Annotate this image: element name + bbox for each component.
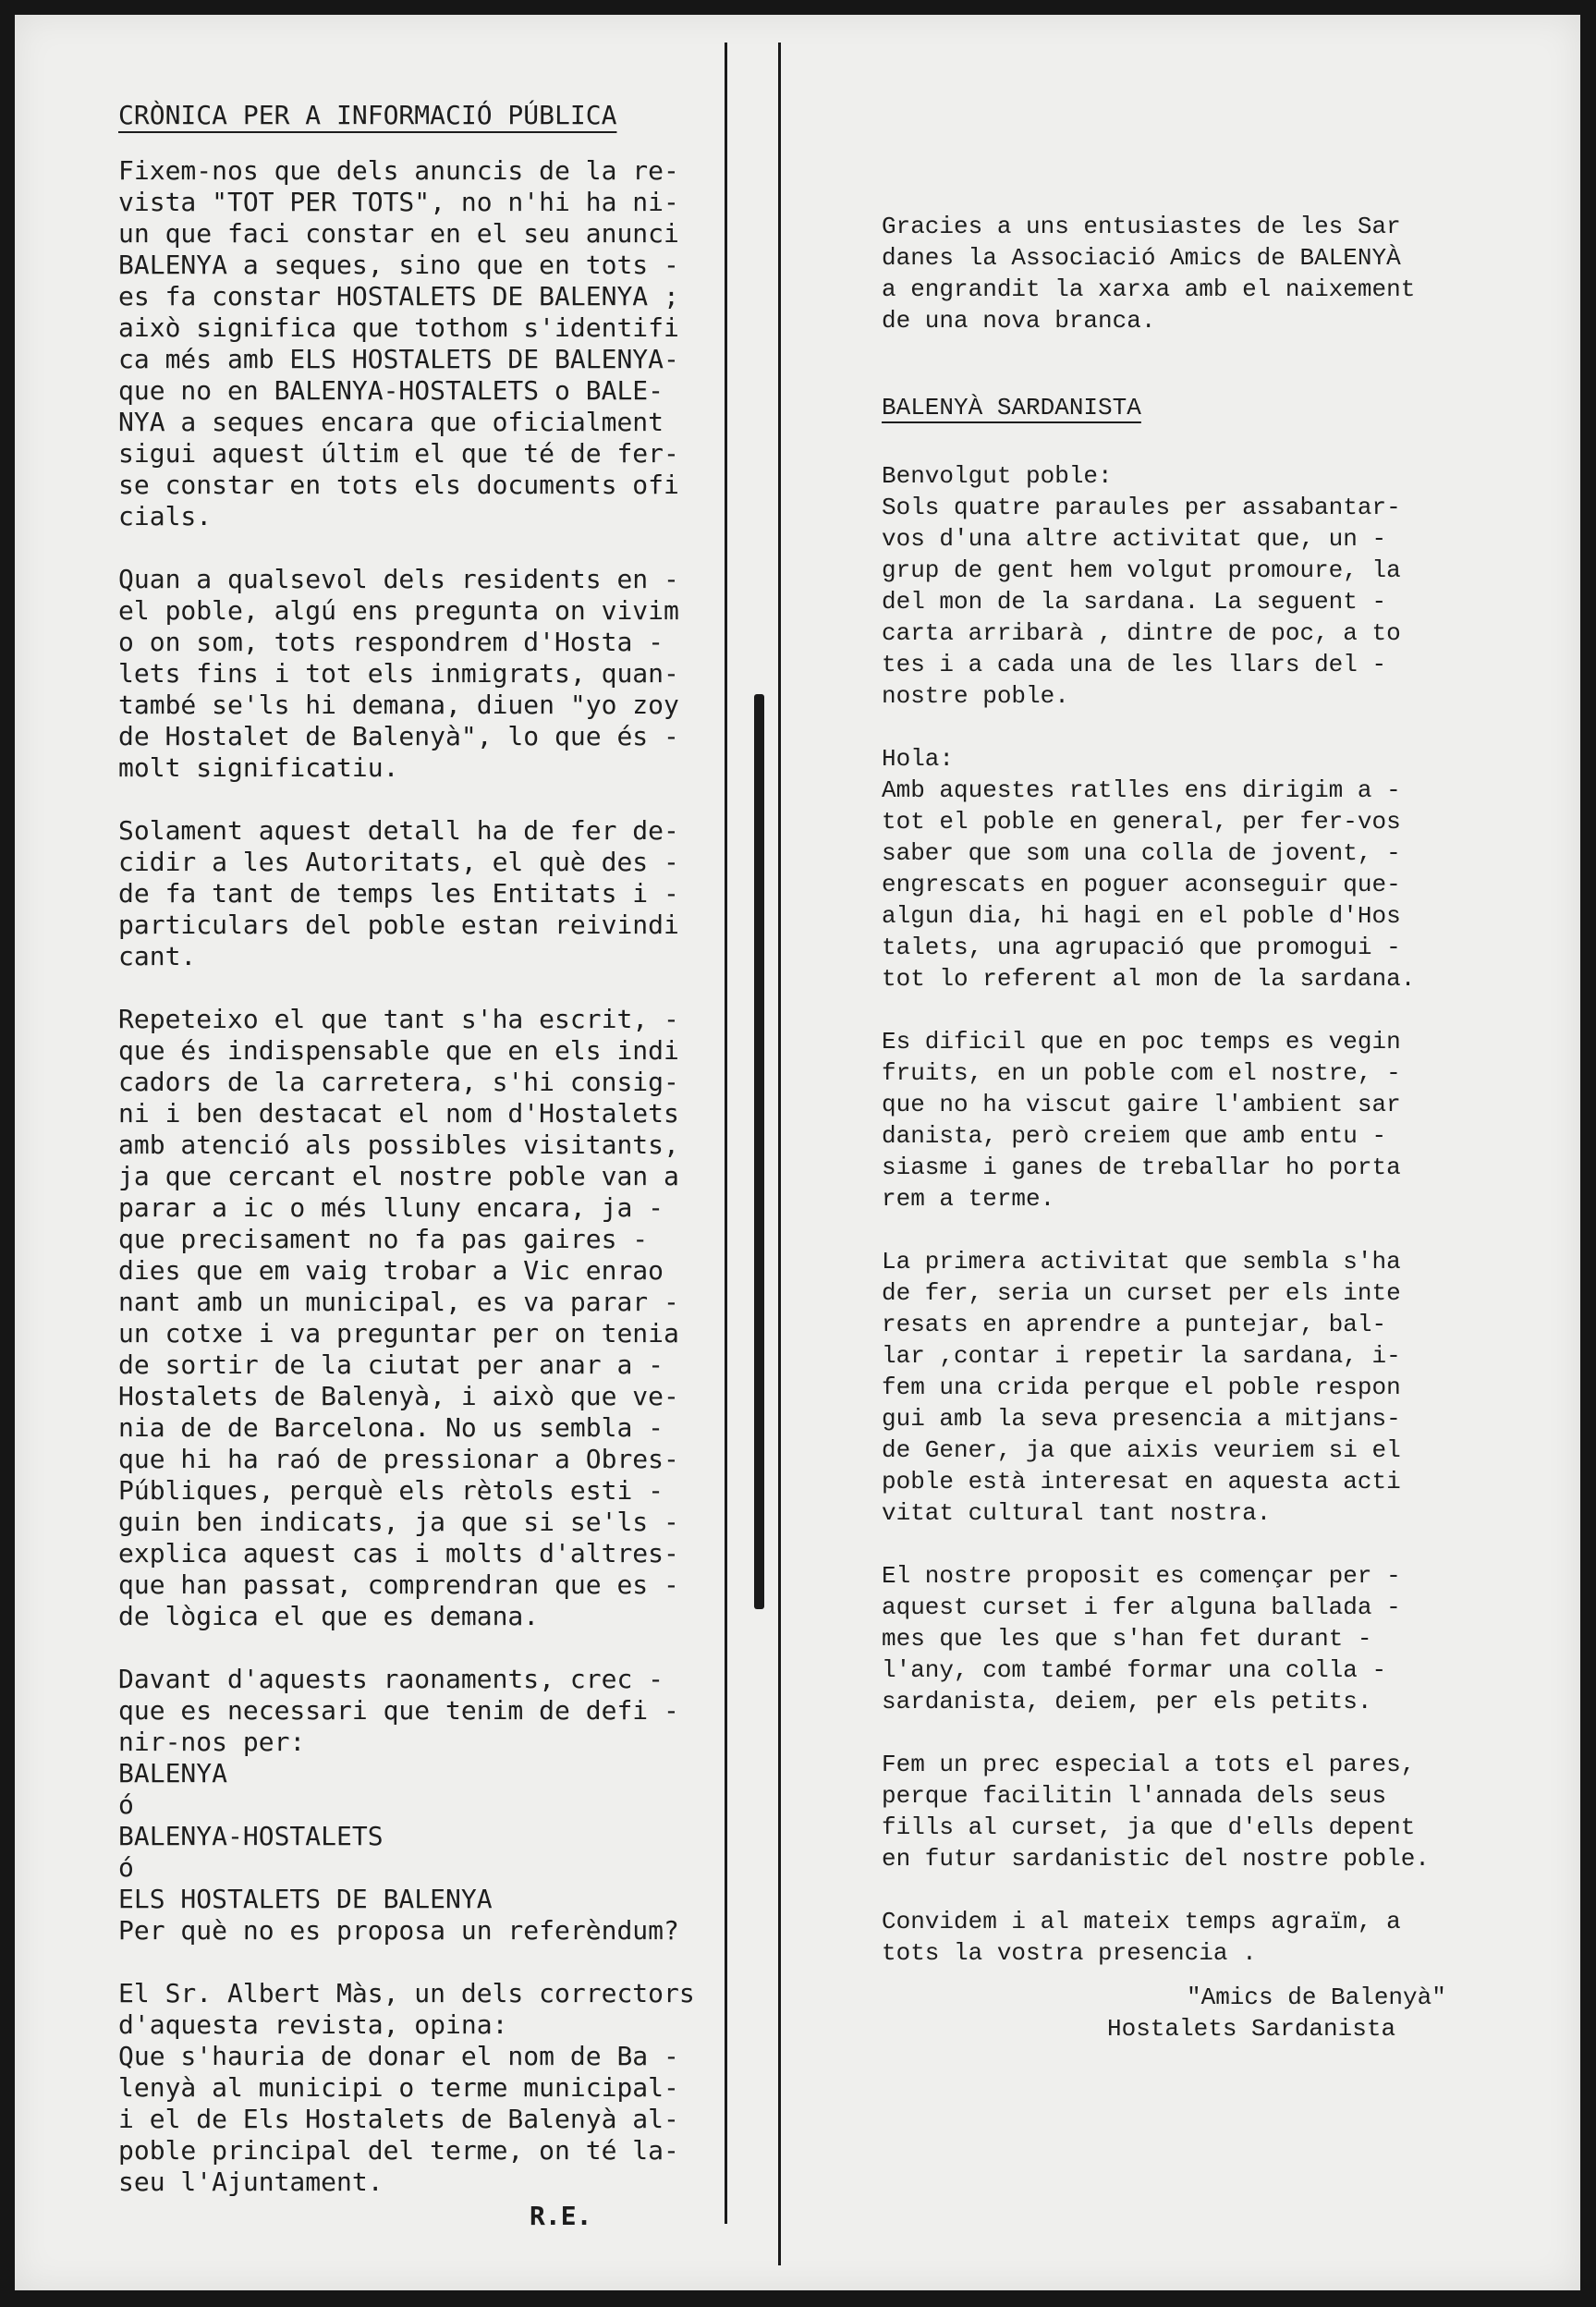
signature-line-2: Hostalets Sardanista — [1107, 2015, 1396, 2043]
signature-line-1: "Amics de Balenyà" — [1187, 1984, 1446, 2011]
article-paragraph: Fixem-nos que dels anuncis de la re- vista "TOT PER TOTS", no n'hi ha ni- un que faci constar en el seu anunci BALENYA a seques, sino que en tots - es fa constar HOSTALETS DE BALENYA ; això significa que tothom s'identifi ca més amb ELS HOSTALETS DE BALENYA- que no en BALENYA-HOSTALETS o BALE- NYA a seques encara que oficialment sigui aquest últim el que té de fer- se constar en tots els documents ofi cials. — [118, 155, 679, 531]
letter-paragraph: La primera activitat que sembla s'ha de fer, seria un curset per els inte resats en aprendre a puntejar, bal- lar ,contar i repetir la sardana, i- fem una crida perque el poble respon gui amb la seva presencia a mitjans- de Gener, ja que aixis veuriem si el poble està interesat en aquesta acti vitat cultural tant nostra. — [882, 1248, 1401, 1527]
article-paragraph: Quan a qualsevol dels residents en - el poble, algú ens pregunta on vivim o on som, tots respondrem d'Hosta - lets fins i tot els inmigrats, quan- també se'ls hi demana, diuen "yo zoy de Hostalet de Balenyà", lo que és - molt significatiu. — [118, 564, 679, 783]
column-divider-right — [778, 43, 781, 2265]
article-paragraph: El Sr. Albert Màs, un dels correctors d'aquesta revista, opina: Que s'hauria de donar el nom de Ba - lenyà al municipi o terme municipal- i el de Els Hostalets de Balenyà al- poble principal del terme, on té la- seu l'Ajuntament. — [118, 1978, 695, 2197]
letter-paragraph: Es dificil que en poc temps es vegin fruits, en un poble com el nostre, - que no ha viscut gaire l'ambient sar danista, però creiem que amb entu - siasme i ganes de treballar ho porta rem a terme. — [882, 1028, 1401, 1213]
column-divider-left — [725, 43, 727, 2224]
right-column — [882, 211, 1510, 1969]
section-heading: BALENYÀ SARDANISTA — [882, 394, 1141, 421]
article-heading: CRÒNICA PER A INFORMACIÓ PÚBLICA — [118, 100, 617, 130]
letter-paragraph: Fem un prec especial a tots el pares, perque facilitin l'annada dels seus fills al curset, ja que d'ells depent en futur sardanistic del nostre poble. — [882, 1751, 1430, 1873]
author-initials: R.E. — [530, 2201, 592, 2231]
column-divider-thick — [754, 694, 764, 1609]
left-column — [118, 100, 710, 2198]
intro-paragraph: Gracies a uns entusiastes de les Sar danes la Associació Amics de BALENYÀ a engrandit la xarxa amb el naixement de una nova branca. — [882, 213, 1416, 335]
document-page — [15, 15, 1580, 2290]
letter-paragraph: Convidem i al mateix temps agraïm, a tots la vostra presencia . — [882, 1908, 1401, 1967]
article-paragraph: Repeteixo el que tant s'ha escrit, - que és indispensable que en els indi cadors de la carretera, s'hi consig- ni i ben destacat el nom d'Hostalets amb atenció als possibles visitants, ja que cercant el nostre poble van a parar a ic o més lluny encara, ja - que precisament no fa pas gaires - dies que em vaig trobar a Vic enrao nant amb un municipal, es va parar - un cotxe i va preguntar per on tenia de sortir de la ciutat per anar a - Hostalets de Balenyà, i això que ve- nia de de Barcelona. No us sembla - que hi ha raó de pressionar a Obres- Públiques, perquè els rètols esti - guin ben indicats, ja que si se'ls - explica aquest cas i molts d'altres- que han passat, comprendran que es - de lògica el que es demana. — [118, 1004, 679, 1631]
letter-paragraph: Benvolgut poble: Sols quatre paraules per assabantar- vos d'una altre activitat que, un - grup de gent hem volgut promoure, la del mon de la sardana. La seguent - carta arribarà , dintre de poc, a to tes i a cada una de les llars del - nostre poble. — [882, 462, 1401, 710]
letter-paragraph: El nostre proposit es començar per - aquest curset i fer alguna ballada - mes que les que s'han fet durant - l'any, com també formar una colla - sardanista, deiem, per els petits. — [882, 1562, 1401, 1715]
article-paragraph: Solament aquest detall ha de fer de- cidir a les Autoritats, el què des - de fa tant de temps les Entitats i - particulars del poble estan reivindi cant. — [118, 815, 679, 971]
article-paragraph: Davant d'aquests raonaments, crec - que es necessari que tenim de defi - nir-nos per: BALENYA ó BALENYA-HOSTALETS ó ELS HOSTALETS DE BALENYA Per què no es proposa un referèndum? — [118, 1664, 679, 1946]
letter-paragraph: Hola: Amb aquestes ratlles ens dirigim a - tot el poble en general, per fer-vos saber que som una colla de jovent, - engrescats en poguer aconseguir que- algun dia, hi hagi en el poble d'Hos talets, una agrupació que promogui - tot lo referent al mon de la sardana. — [882, 745, 1416, 993]
